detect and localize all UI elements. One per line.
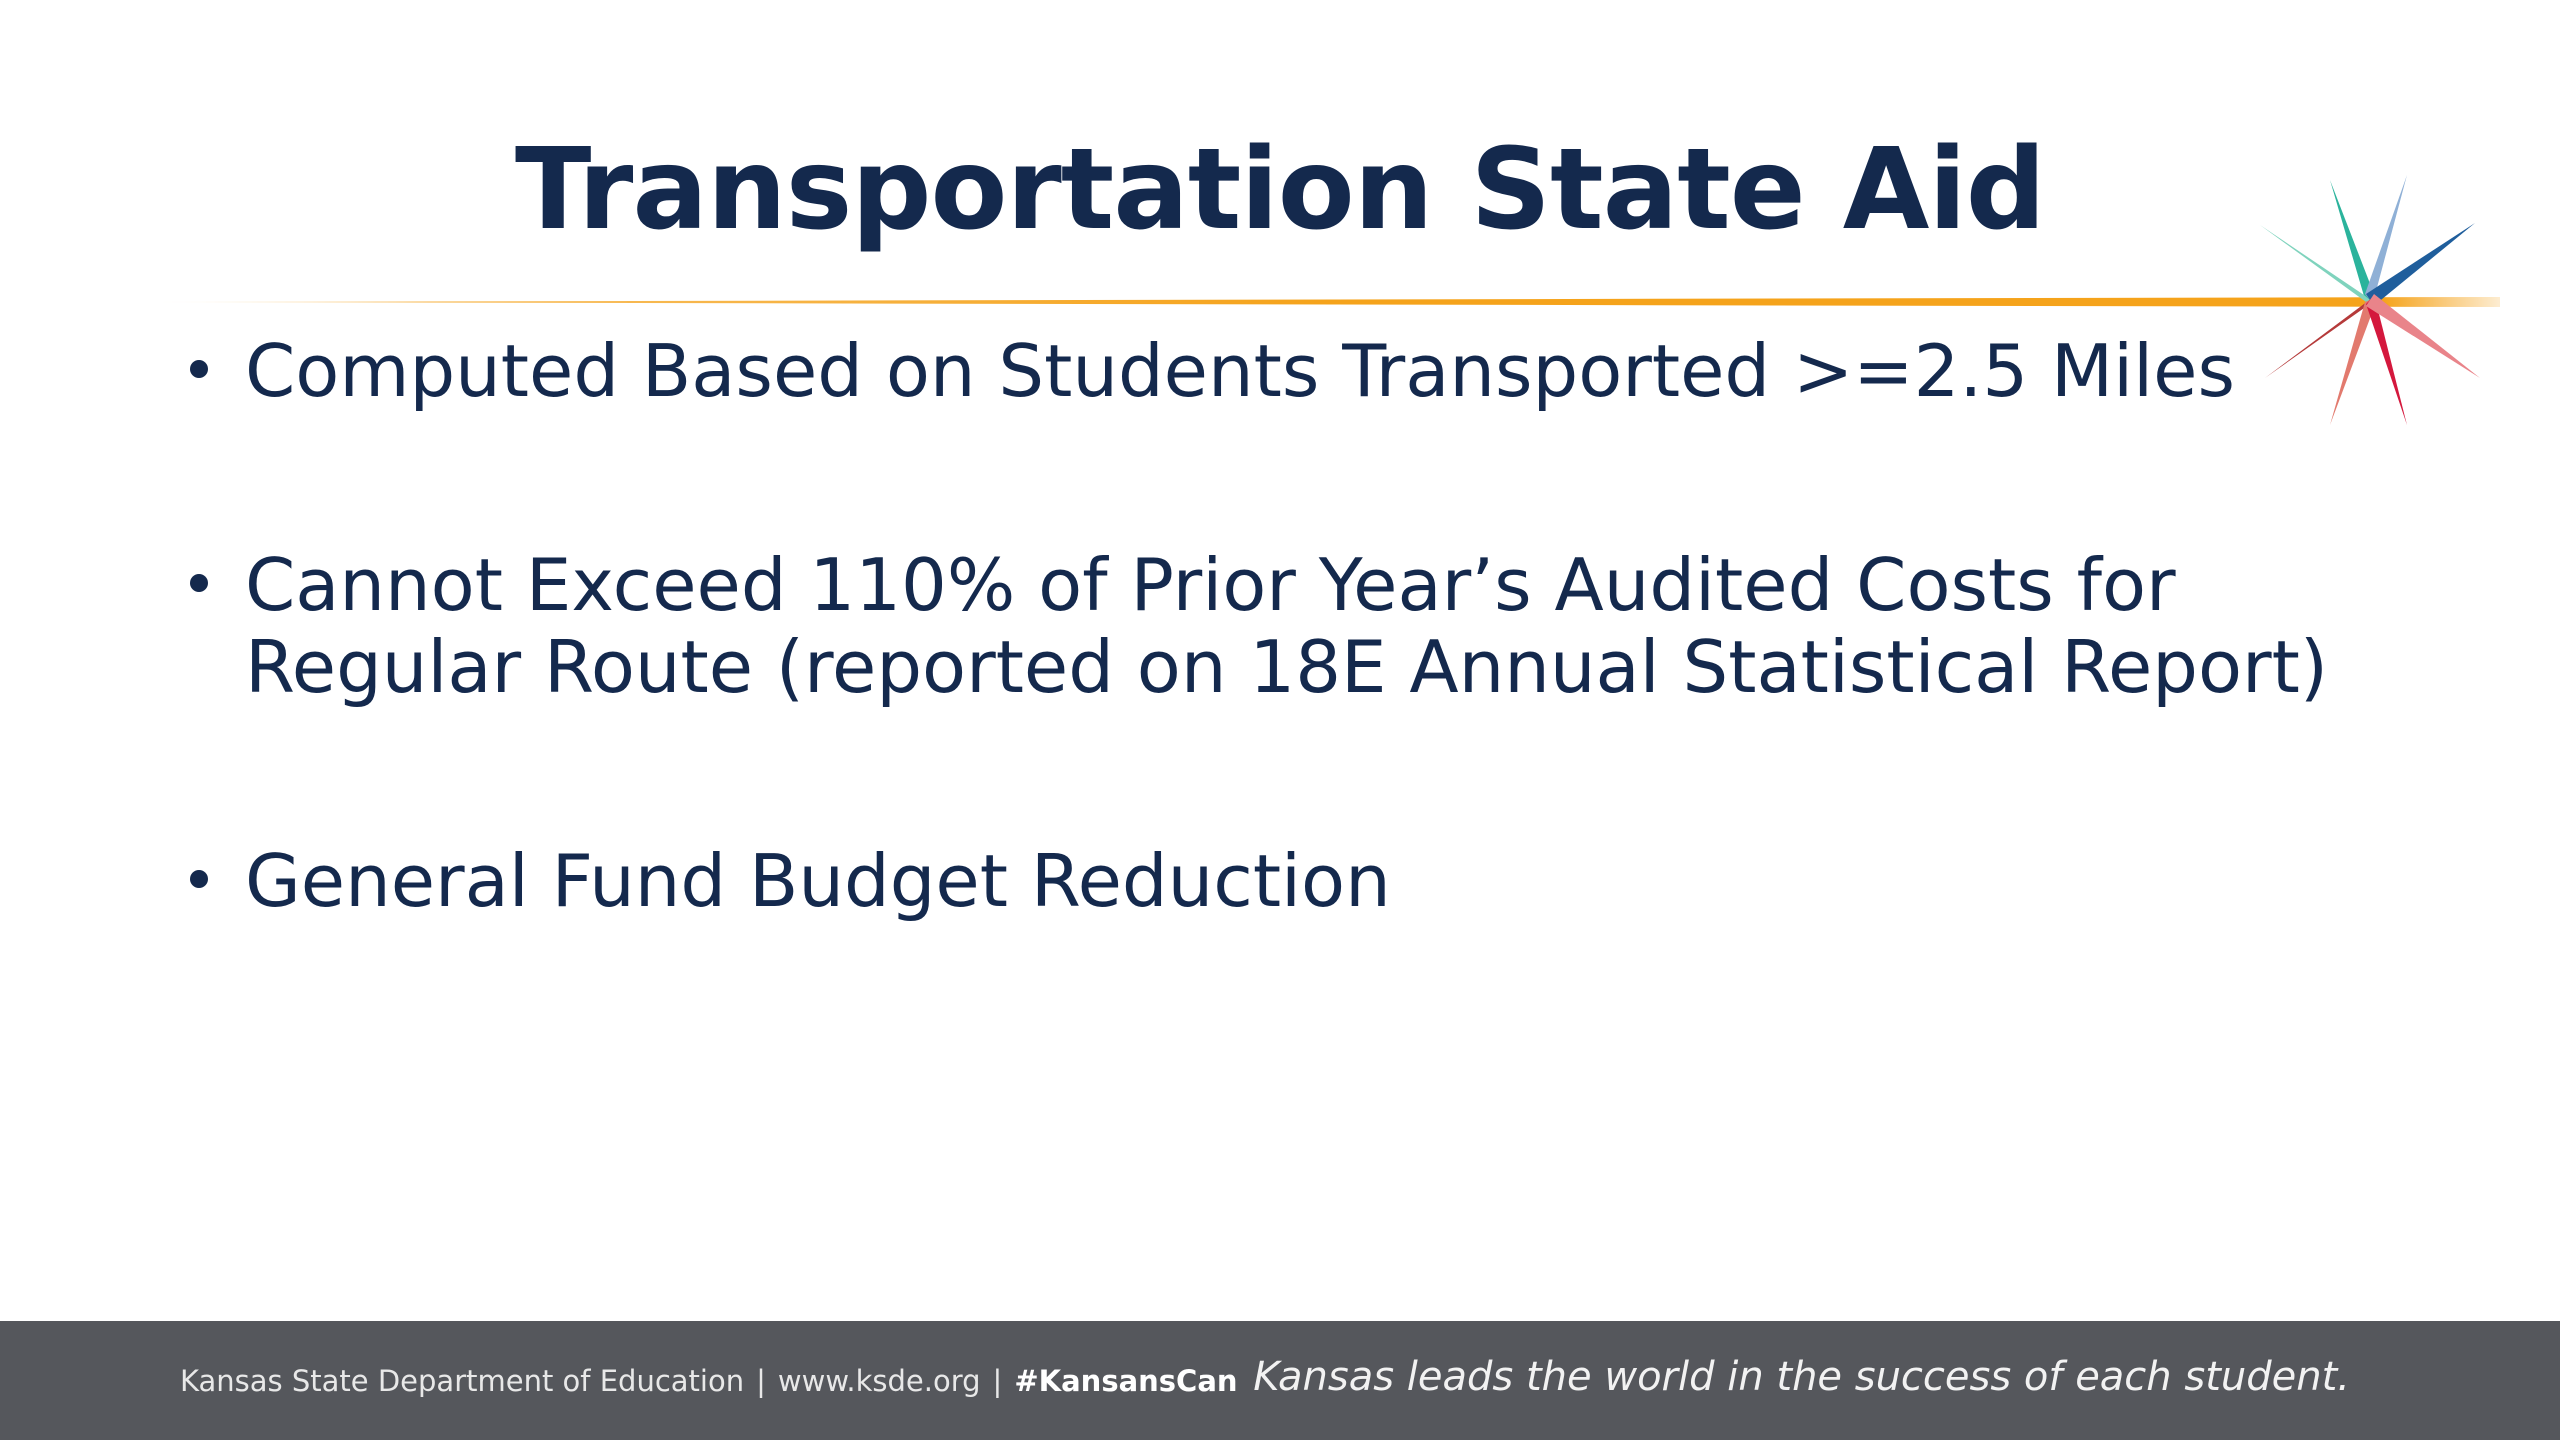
bullet-list <box>190 330 2340 1054</box>
footer-url-link[interactable]: www.ksde.org <box>777 1364 981 1398</box>
bullet-dot <box>190 870 208 888</box>
bullet-item <box>190 330 2340 412</box>
footer-hashtag: #KansansCan <box>1014 1364 1238 1398</box>
bullet-item <box>190 840 2340 922</box>
title-accent-rule <box>150 296 2500 308</box>
slide-title: Transportation State Aid <box>515 125 2045 255</box>
footer-separator: | <box>992 1364 1003 1398</box>
footer-org-name: Kansas State Department of Education <box>180 1364 745 1398</box>
bullet-dot <box>190 360 208 378</box>
bullet-text-line: Regular Route (reported on 18E Annual Statistical Report) <box>245 625 2328 709</box>
bullet-text-line: Computed Based on Students Transported >=2.5 Miles <box>245 329 2235 413</box>
bullet-dot <box>190 574 208 592</box>
footer-bar <box>0 1321 2560 1440</box>
bullet-text-line: General Fund Budget Reduction <box>245 839 1391 923</box>
footer-separator: | <box>756 1364 766 1398</box>
footer-tagline: Kansas leads the world in the success of each student. <box>1253 1354 2350 1400</box>
bullet-text-line: Cannot Exceed 110% of Prior Year’s Audited Costs for <box>245 543 2176 627</box>
bullet-item <box>190 544 2340 708</box>
footer-credits <box>180 1349 1238 1413</box>
